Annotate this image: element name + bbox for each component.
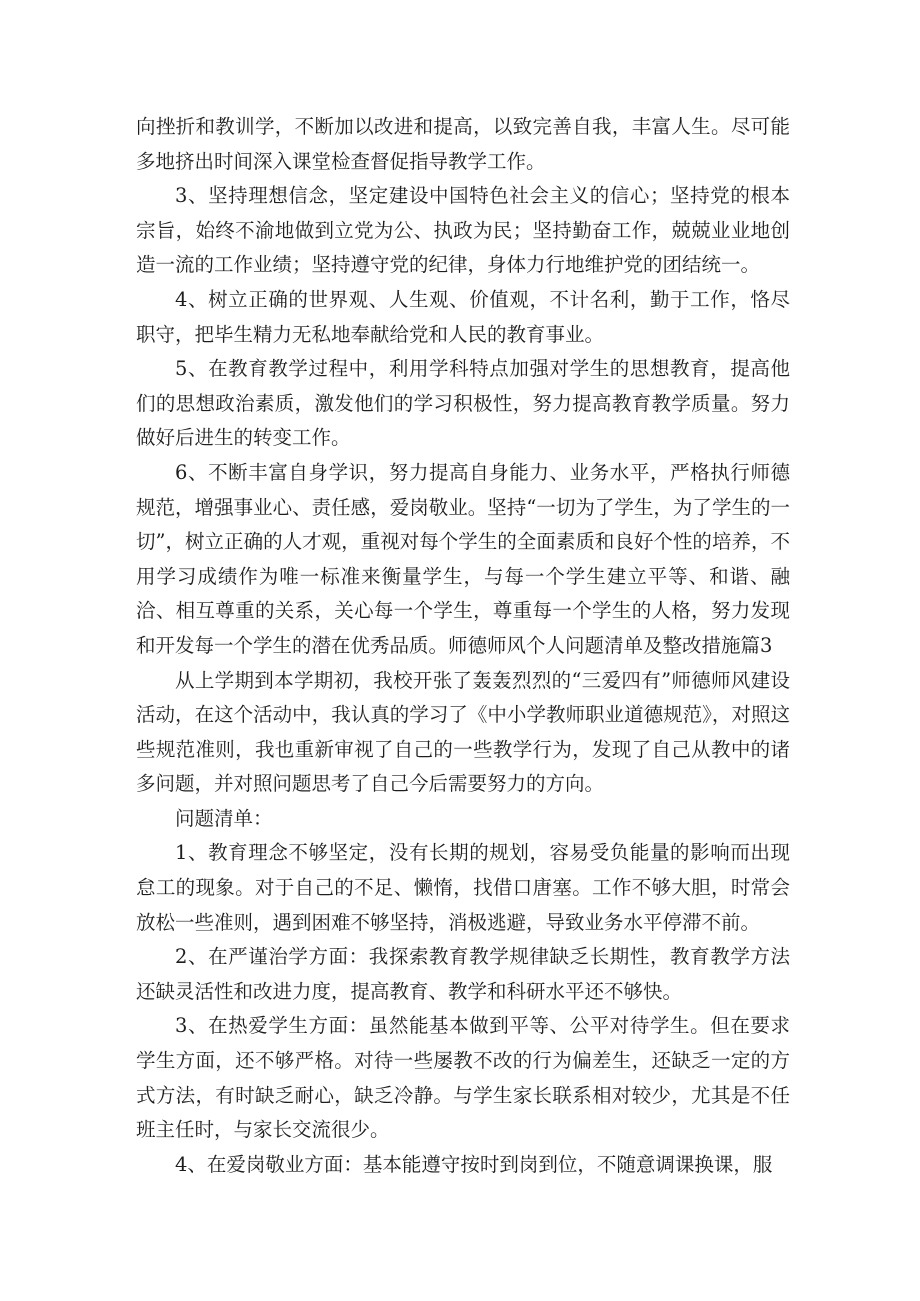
- paragraph-continuation: 向挫折和教训学，不断加以改进和提高，以致完善自我，丰富人生。尽可能多地挤出时间深入课堂检查督促指导教学工作。: [136, 115, 790, 173]
- paragraph-item-5: 5、在教育教学过程中，利用学科特点加强对学生的思想教育，提高他们的思想政治素质，激发他们的学习积极性，努力提高教育教学质量。努力做好后进生的转变工作。: [136, 357, 790, 450]
- problem-item-4: 4、在爱岗敬业方面：基本能遵守按时到岗到位，不随意调课换课，服: [175, 1152, 773, 1176]
- paragraph-intro: 从上学期到本学期初，我校开张了轰轰烈烈的“三爱四有”师德师风建设活动，在这个活动中，我认真的学习了《中小学教师职业道德规范》，对照这些规范准则，我也重新审视了自己的一些教学行为，发现了自己从教中的诸多问题，并对照问题思考了自己今后需要努力的方向。: [136, 668, 790, 796]
- paragraph-item-4: 4、树立正确的世界观、人生观、价值观，不计名利，勤于工作，恪尽职守，把毕生精力无私地奉献给党和人民的教育事业。: [136, 287, 790, 346]
- problem-item-3: 3、在热爱学生方面：虽然能基本做到平等、公平对待学生。但在要求学生方面，还不够严格。对待一些屡教不改的行为偏差生，还缺乏一定的方式方法，有时缺乏耐心，缺乏冷静。与学生家长联系相对较少，尤其是不任班主任时，与家长交流很少。: [136, 1014, 790, 1142]
- problem-item-2: 2、在严谨治学方面：我探索教育教学规律缺乏长期性，教育教学方法还缺灵活性和改进力度，提高教育、教学和科研水平还不够快。: [136, 945, 790, 1003]
- paragraph-item-6: 6、不断丰富自身学识，努力提高自身能力、业务水平，严格执行师德规范，增强事业心、责任感，爱岗敬业。坚持“一切为了学生，为了学生的一切”，树立正确的人才观，重视对每个学生的全面素质和良好个性的培养，不用学习成绩作为唯一标准来衡量学生，与每一个学生建立平等、和谐、融洽、相互尊重的关系，关心每一个学生，尊重每一个学生的人格，努力发现和开发每一个学生的潜在优秀品质。师德师风个人问题清单及整改措施篇3: [136, 460, 790, 657]
- paragraph-item-3: 3、坚持理想信念，坚定建设中国特色社会主义的信心；坚持党的根本宗旨，始终不渝地做到立党为公、执政为民；坚持勤奋工作，兢兢业业地创造一流的工作业绩；坚持遵守党的纪律，身体力行地维护党的团结统一。: [136, 184, 790, 277]
- problem-item-1: 1、教育理念不够坚定，没有长期的规划，容易受负能量的影响而出现怠工的现象。对于自己的不足、懒惰，找借口唐塞。工作不够大胆，时常会放松一些准则，遇到困难不够坚持，消极逃避，导致业务水平停滞不前。: [136, 841, 790, 934]
- problem-list-heading: 问题清单：: [175, 806, 273, 830]
- document-body: [136, 110, 790, 1182]
